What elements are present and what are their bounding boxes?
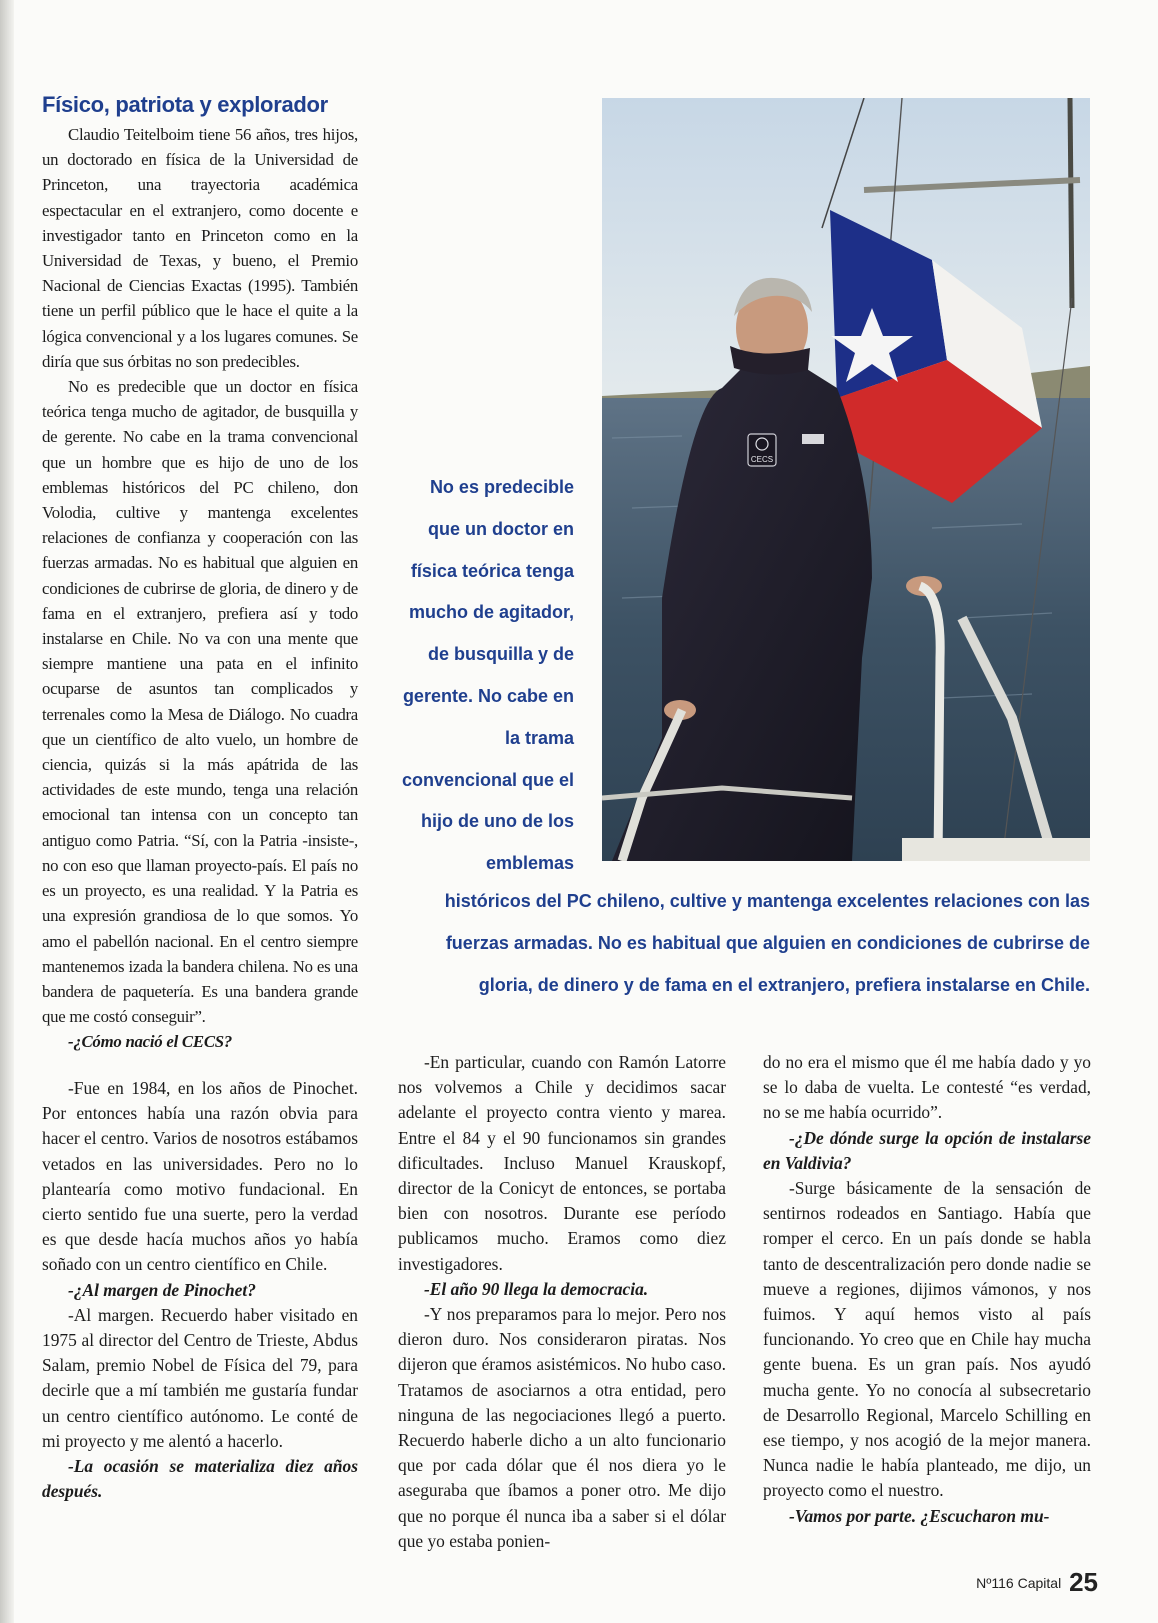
column-3 xyxy=(763,1050,1091,1529)
interview-question: -¿Al margen de Pinochet? xyxy=(68,1279,256,1300)
column-1-top xyxy=(42,122,358,1055)
body-paragraph: -Fue en 1984, en los años de Pinochet. Por entonces había una razón obvia para hacer el centro. Varios de nosotros estábamos vetados en las universidades. Pero no lo plantearía como motivo fundacional. En cierto sentido fue una suerte, pero la verdad es que desde hacía muchos años yo había soñado con un centro científico en Chile. xyxy=(42,1078,358,1275)
body-paragraph: -Y nos preparamos para lo mejor. Pero nos dieron duro. Nos consideraron piratas. Nos dijeron que éramos asistémicos. No hubo caso. Tratamos de asociarnos a otra entidad, pero ninguna de las negociaciones llegó a puerto. Recuerdo haberle dicho a un alto funcionario que por cada dólar que él nos diera yo le aseguraba que íbamos a poner otro. Me dijo que no porque él nunca iba a saber si el dólar que yo estaba ponien- xyxy=(398,1304,726,1551)
column-1-bottom xyxy=(42,1076,358,1504)
body-paragraph: No es predecible que un doctor en física teórica tenga mucho de agitador, de busquilla y de gerente. No cabe en la trama convencional que un hombre que es hijo de uno de los emblemas históricos del PC chileno, don Volodia, cultive y mantenga excelentes relaciones de confianza y cooperación con las fuerzas armadas. No es habitual que alguien en condiciones de cubrirse de gloria, de dinero y de fama en el extranjero, prefiera así y todo instalarse en Chile. No va con una mente que siempre mantiene una pata en el infinito ocuparse de asuntos tan complicados y terrenales como la Mesa de Diálogo. No cuadra que un científico de alto vuelo, un hombre de ciencia, quizás si la más apátrida de las actividades de este mundo, tenga una relación emocional tan intensa con un concepto tan antiguo como Patria. “Sí, con la Patria -insiste-, no con eso que llaman proyecto-país. El país no es un proyecto, es una realidad. Y la Patria es una expresión grandiosa de lo que somos. Yo amo el pabellón nacional. En el centro siempre mantenemos izada la bandera chilena. No es una bandera de paquetería. Es una bandera grande que me costó conseguir”. xyxy=(42,377,358,1027)
body-paragraph: Claudio Teitelboim tiene 56 años, tres hijos, un doctorado en física de la Universidad de Princeton, una trayectoria académica espectacular en el extranjero, como docente e investigador tanto en Princeton como en la Universidad de Texas, y bueno, el Premio Nacional de Ciencias Exactas (1995). También tiene un perfil público que le hace el quite a la lógica convencional y a los lugares comunes. Se diría que sus órbitas no son predecibles. xyxy=(42,125,358,371)
pull-quote-part-2: históricos del PC chileno, cultive y mantenga excelentes relaciones con las fuerzas armadas. No es habitual que alguien en condiciones de cubrirse de gloria, de dinero y de fama en el extranjero, prefiera instalarse en Chile. xyxy=(444,891,1090,995)
page-number: 25 xyxy=(1069,1567,1098,1597)
column-2 xyxy=(398,1050,726,1554)
cecs-badge-label: CECS xyxy=(750,455,774,464)
interview-question: -El año 90 llega la democracia. xyxy=(424,1278,649,1299)
body-paragraph: -Surge básicamente de la sensación de sentirnos rodeados en Santiago. Había que romper el cerco. En un país donde se habla tanto de descentralización pero donde nadie se mueve a regiones, dijimos vámonos, y nos fuimos. Y aquí hemos visto al país funcionando. Yo creo que en Chile hay mucha gente buena. Es un gran país. Nos ayudó mucha gente. Yo no conocía al subsecretario de Desarrollo Regional, Marcelo Schilling en ese tiempo, y nos acogió de la mejor manera. Nunca nadie le había planteado, me dijo, un proyecto como el nuestro. xyxy=(763,1178,1091,1501)
magazine-name: Capital xyxy=(1017,1575,1062,1591)
pull-quote-part-1: No es predecible que un doctor en física teórica tenga mucho de agitador, de busquilla y de gerente. No cabe en la trama convencional que el hijo de uno de los emblemas xyxy=(401,477,574,874)
article-heading: Físico, patriota y explorador xyxy=(42,92,328,117)
interview-question: -¿De dónde surge la opción de instalarse en Valdivia? xyxy=(763,1127,1091,1173)
page-folio xyxy=(976,1567,1098,1598)
issue-number: Nº116 xyxy=(976,1575,1014,1591)
interview-question: -La ocasión se materializa diez años después. xyxy=(42,1456,358,1502)
page-spine-shadow xyxy=(0,0,14,1623)
photo-man-on-sailboat-with-chilean-flag xyxy=(602,98,1090,861)
body-paragraph: do no era el mismo que él me había dado y yo se lo daba de vuelta. Le contesté “es verdad, no se me había ocurrido”. xyxy=(763,1052,1091,1123)
interview-question: -¿Cómo nació el CECS? xyxy=(68,1032,232,1052)
body-paragraph: -En particular, cuando con Ramón Latorre nos volvemos a Chile y decidimos sacar adelante el proyecto contra viento y marea. Entre el 84 y el 90 funcionamos sin grandes dificultades. Incluso Manuel Krauskopf, director de la Conicyt de entonces, se portaba bien con nosotros. Durante ese período publicamos mucho. Eramos como diez investigadores. xyxy=(398,1052,726,1274)
interview-question: -Vamos por parte. ¿Escucharon mu- xyxy=(789,1505,1050,1526)
body-paragraph: -Al margen. Recuerdo haber visitado en 1975 al director del Centro de Trieste, Abdus Salam, premio Nobel de Física del 79, para decirle que a mí también me gustaría fundar un centro científico autónomo. Le conté de mi proyecto y me alentó a hacerlo. xyxy=(42,1304,358,1451)
